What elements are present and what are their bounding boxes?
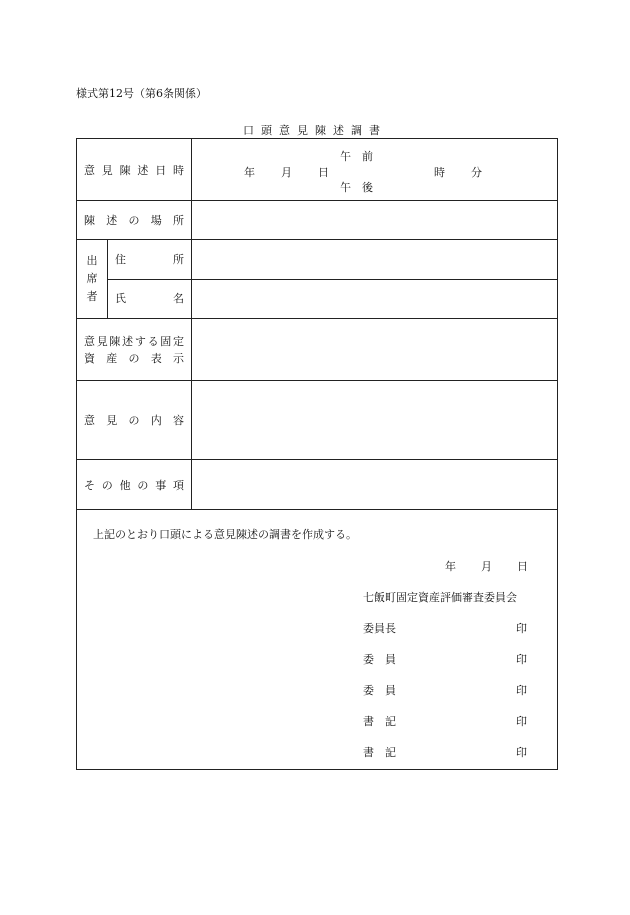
datetime-month-unit: 月 bbox=[281, 166, 292, 179]
datetime-label: 意見陳述日時 bbox=[77, 139, 192, 201]
seal-mark: 印 bbox=[516, 746, 527, 759]
datetime-field[interactable] bbox=[192, 139, 558, 201]
form-number-label: 様式第12号（第6条関係） bbox=[76, 87, 207, 100]
attendee-address-row bbox=[77, 240, 558, 280]
attendee-label-cell bbox=[77, 240, 192, 319]
opinion-row bbox=[77, 381, 558, 460]
datetime-am-option: 午 前 bbox=[340, 150, 373, 163]
datetime-pm-option: 午 後 bbox=[340, 181, 373, 194]
hearing-record-table bbox=[76, 138, 558, 770]
signatory-title: 書 記 bbox=[363, 746, 396, 759]
statement-text: 上記のとおり口頭による意見陳述の調書を作成する。 bbox=[93, 528, 357, 541]
signatory-title: 委 員 bbox=[363, 684, 396, 697]
opinion-label: 意見の内容 bbox=[77, 381, 192, 460]
attendee-label: 出 席 者 bbox=[77, 240, 108, 318]
place-field[interactable] bbox=[192, 201, 558, 240]
datetime-hour-unit: 時 bbox=[434, 166, 445, 179]
seal-mark: 印 bbox=[516, 653, 527, 666]
opinion-field[interactable] bbox=[192, 381, 558, 460]
footer-cell bbox=[77, 510, 558, 770]
document-title: 口頭意見陳述調書 bbox=[243, 124, 387, 137]
datetime-row bbox=[77, 139, 558, 201]
property-field[interactable] bbox=[192, 319, 558, 381]
other-field[interactable] bbox=[192, 460, 558, 510]
datetime-minute-unit: 分 bbox=[471, 166, 482, 179]
footer-day-unit: 日 bbox=[517, 560, 528, 573]
signatory-title: 書 記 bbox=[363, 715, 396, 728]
footer-row bbox=[77, 510, 558, 770]
other-row bbox=[77, 460, 558, 510]
address-label: 住所 bbox=[108, 240, 191, 280]
datetime-day-unit: 日 bbox=[318, 166, 329, 179]
address-field[interactable] bbox=[192, 240, 558, 280]
name-field[interactable] bbox=[192, 279, 558, 319]
place-row bbox=[77, 201, 558, 240]
signatory-title: 委員長 bbox=[363, 622, 396, 635]
datetime-year-unit: 年 bbox=[244, 166, 255, 179]
property-label: 意見陳述する固定 資産の表示 bbox=[77, 319, 192, 381]
footer-year-unit: 年 bbox=[445, 560, 456, 573]
committee-name: 七飯町固定資産評価審査委員会 bbox=[363, 591, 517, 604]
place-label: 陳述の場所 bbox=[77, 201, 192, 240]
seal-mark: 印 bbox=[516, 622, 527, 635]
footer-month-unit: 月 bbox=[481, 560, 492, 573]
seal-mark: 印 bbox=[516, 684, 527, 697]
name-label: 氏名 bbox=[115, 292, 184, 305]
signatory-title: 委 員 bbox=[363, 653, 396, 666]
other-label: その他の事項 bbox=[77, 460, 192, 510]
seal-mark: 印 bbox=[516, 715, 527, 728]
property-row bbox=[77, 319, 558, 381]
